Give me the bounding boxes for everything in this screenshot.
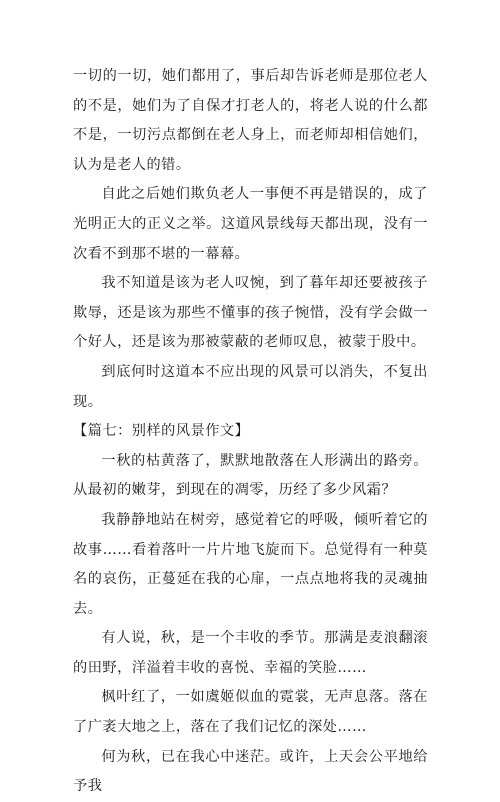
paragraph-7: 有人说，秋，是一个丰收的季节。那满是麦浪翻滚的田野，洋溢着丰收的喜悦、幸福的笑脸…… [73, 630, 428, 676]
document-body [73, 62, 428, 802]
paragraph-2: 自此之后她们欺负老人一事便不再是错误的，成了光明正大的正义之举。这道风景线每天都出现，没有一次看不到那不堪的一幕幕。 [73, 186, 428, 262]
section-heading: 【篇七：别样的风景作文】 [73, 423, 250, 440]
paragraph-1: 一切的一切，她们都用了，事后却告诉老师是那位老人的不是，她们为了自保才打老人的，将老人说的什么都不是，一切污点都倒在老人身上，而老师却相信她们，认为是老人的错。 [73, 68, 428, 173]
paragraph-3: 我不知道是该为老人叹惋，到了暮年却还要被孩子欺辱，还是该为那些不懂事的孩子惋惜，没有学会做一个好人，还是该为那被蒙蔽的老师叹息，被蒙于股中。 [73, 275, 428, 351]
paragraph-9: 何为秋，已在我心中迷茫。或许，上天会公平地给予我 [73, 748, 428, 795]
paragraph-6: 我静静地站在树旁，感觉着它的呼吸，倾听着它的故事……看着落叶一片片地飞旋而下。总觉得有一种莫名的哀伤，正蔓延在我的心扉，一点点地将我的灵魂抽去。 [73, 511, 428, 617]
paragraph-5: 一秋的枯黄落了，默默地散落在人形满出的路旁。从最初的嫩芽，到现在的凋零，历经了多少风霜？ [73, 452, 428, 499]
paragraph-4: 到底何时这道本不应出现的风景可以消失，不复出现。 [73, 363, 428, 410]
paragraph-8: 枫叶红了，一如虞姬似血的霓裳，无声息落。落在了广袤大地之上，落在了我们记忆的深处…… [73, 689, 428, 736]
